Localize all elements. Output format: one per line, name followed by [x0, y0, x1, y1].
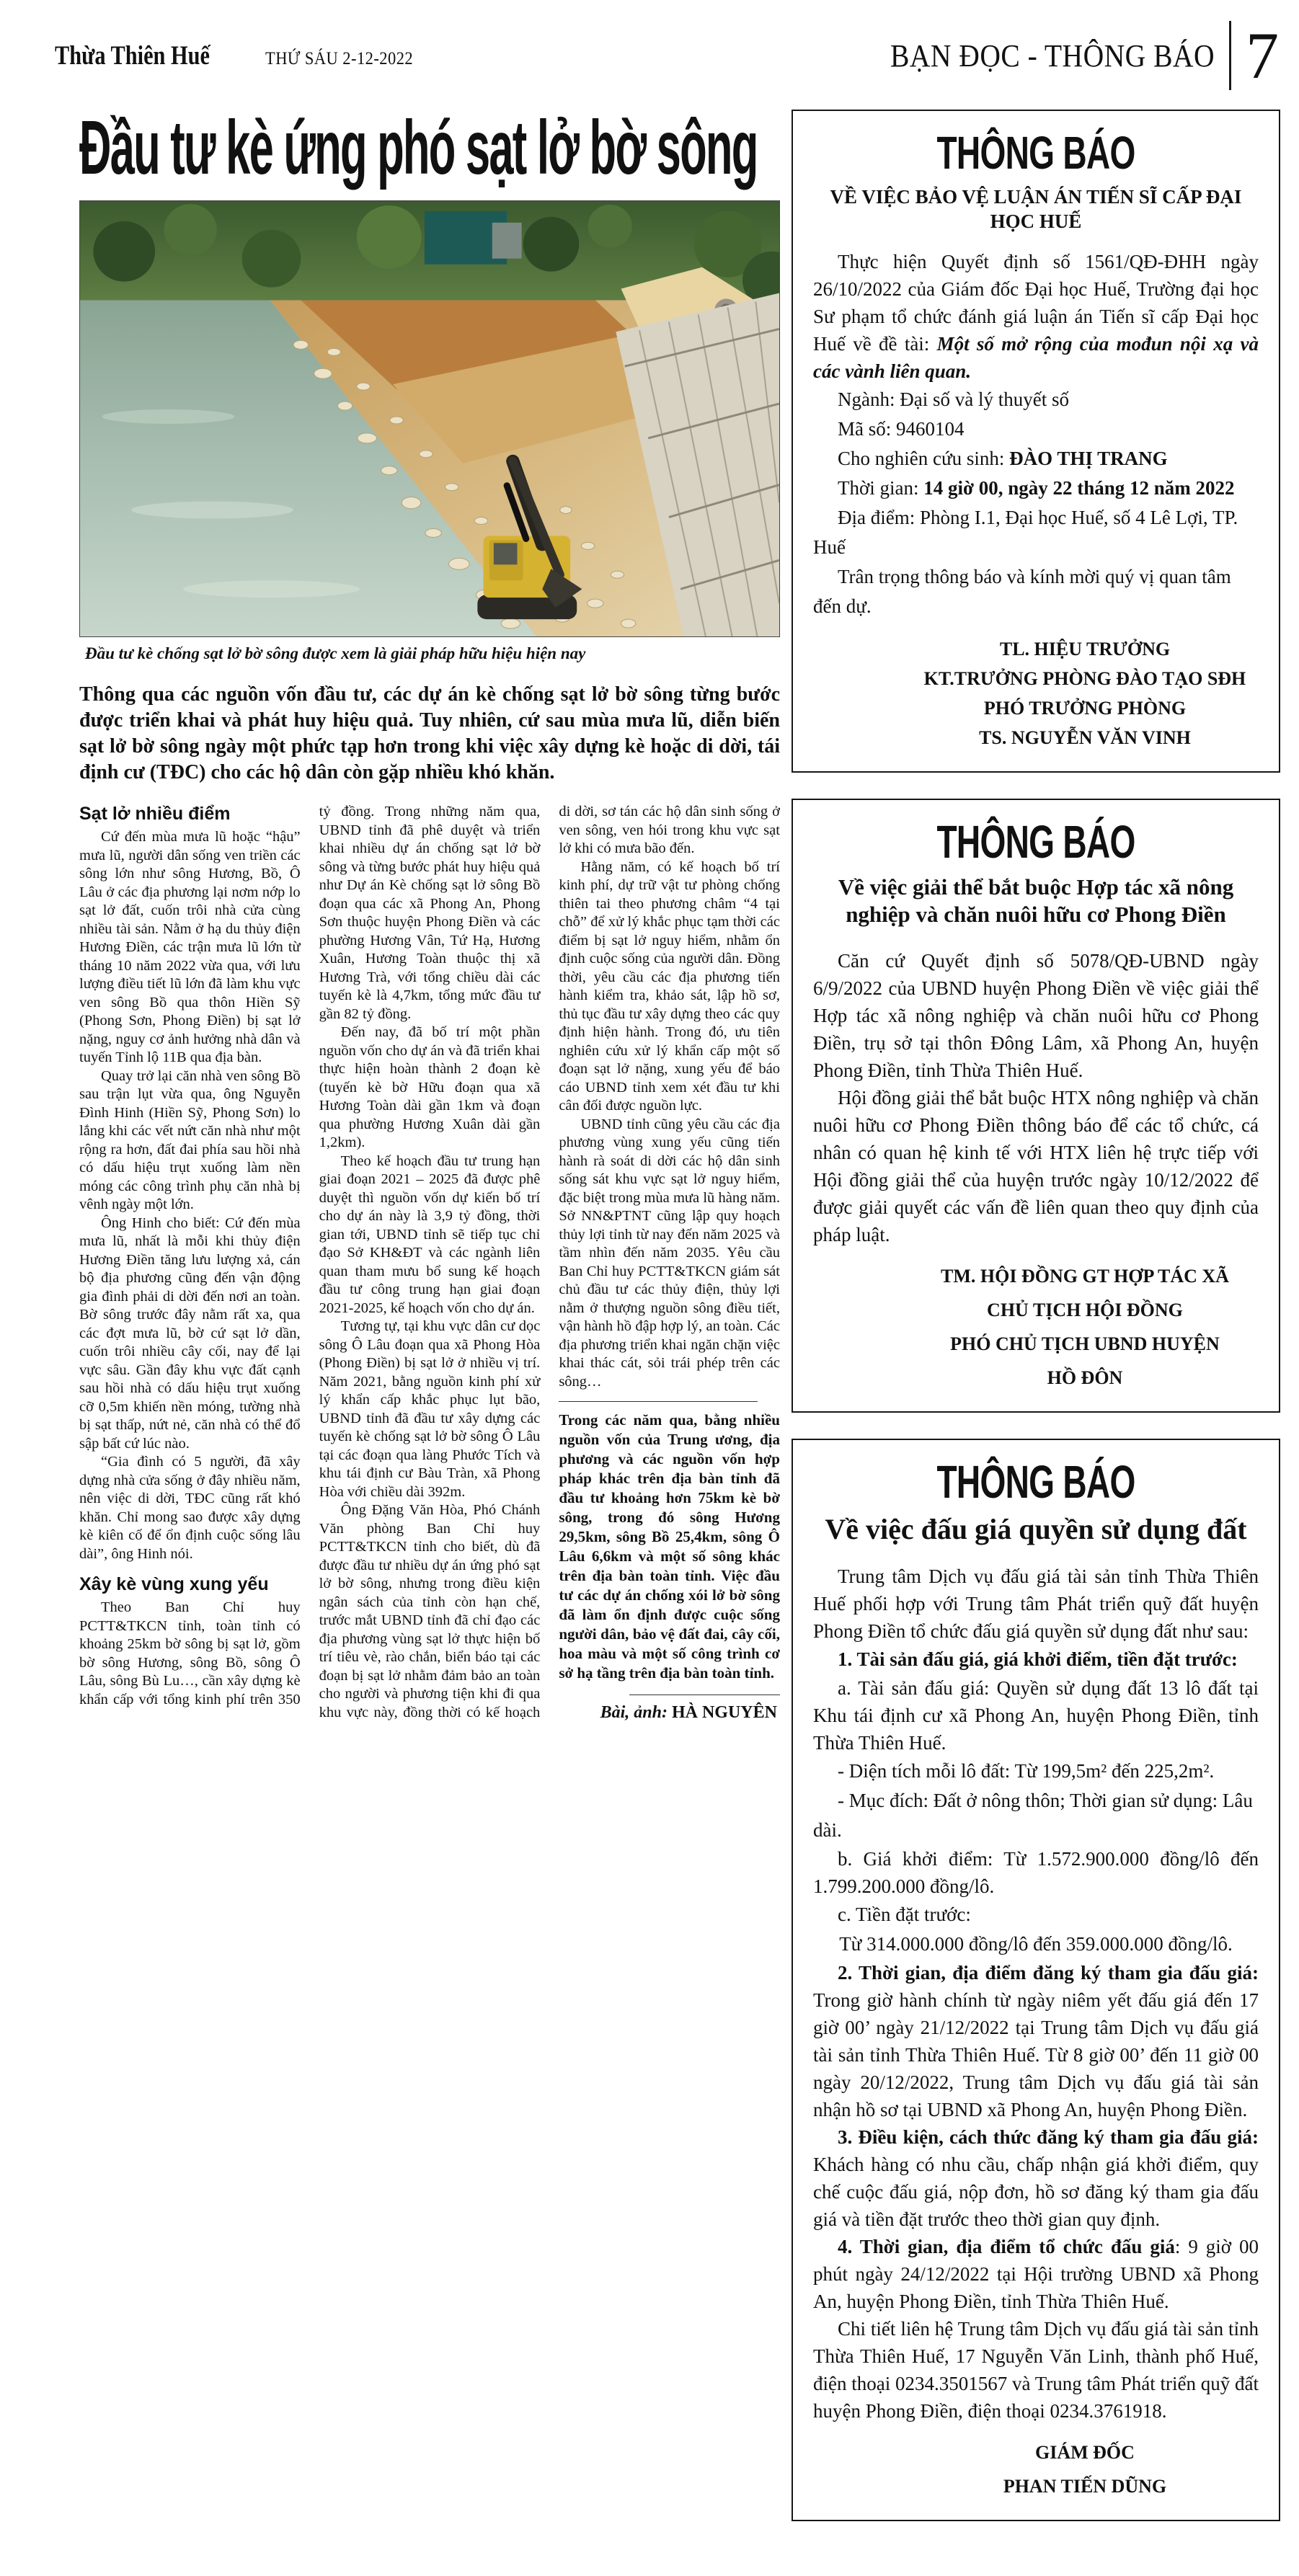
- notice-paragraph: 3. Điều kiện, cách thức đăng ký tham gia đấu giá: Khách hàng có nhu cầu, chấp nhận giá khởi điểm, quy chế cuộc đấu giá, nộp đơn, hồ sơ đăng ký tham gia đấu giá và tiền đặt trước theo thời gian quy định.: [813, 2126, 1259, 2230]
- article-paragraph: Cứ đến mùa mưa lũ hoặc “hậu” mưa lũ, người dân sống ven triền các sông lớn như sông Hương, Bồ, Ô Lâu ở các địa phương lại nơm nớp lo sạt lở đất, cuốn trôi nhà cửa cùng nhiều tài sản. Nằm ở hạ du thủy điện Hương Điền, các trận mưa lũ lớn từ tháng 10 năm 2022 vừa qua, với lưu lượng điều tiết lũ lớn đã làm khu vực ven sông Bồ qua thôn Hiền Sỹ (Phong Sơn, Phong Điền) bị sạt lở nặng, nguy cơ ảnh hưởng nhà dân và tuyến Tỉnh lộ 11B qua địa bàn.: [79, 829, 301, 1065]
- riverbank-photo-illustration: [80, 201, 779, 636]
- signature-block: TL. HIỆU TRƯỞNG KT.TRƯỞNG PHÒNG ĐÀO TẠO SĐH PHÓ TRƯỞNG PHÒNG TS. NGUYỄN VĂN VINH: [923, 639, 1246, 748]
- byline: [559, 1704, 780, 1723]
- article-paragraph: Hằng năm, có kế hoạch bố trí kinh phí, dự trữ vật tư phòng chống thiên tai theo phương châm “4 tại chỗ” để xử lý khắc phục tạm thời các điểm bị sạt lở nguy hiểm, nhằm ổn định cuộc sống của người dân. Đồng thời, yêu cầu các địa phương tiến hành kiểm tra, khảo sát, lập hồ sơ, thủ tục đầu tư xây dựng theo các quy định hiện hành. Trong đó, ưu tiên nghiên cứu xử lý khẩn cấp một số đoạn sạt lở nặng, xung yếu để báo cáo UBND tỉnh xem xét đầu tư khi cân đối được nguồn lực.: [559, 858, 780, 1114]
- notice-line: c. Tiền đặt trước:: [838, 1904, 971, 1925]
- header-divider: [1229, 21, 1231, 90]
- notice-subtitle: Về việc giải thể bắt buộc Hợp tác xã nông nghiệp và chăn nuôi hữu cơ Phong Điền: [838, 874, 1234, 927]
- notice-line: Trân trọng thông báo và kính mời quý vị quan tâm đến dự.: [813, 566, 1231, 617]
- notices-column: [792, 95, 1280, 2547]
- notice-subtitle: VỀ VIỆC BẢO VỆ LUẬN ÁN TIẾN SĨ CẤP ĐẠI HỌC HUẾ: [830, 186, 1242, 232]
- masthead-logo: Thừa Thiên Huế: [55, 40, 210, 71]
- note-divider: [559, 1401, 758, 1402]
- defense-time: 14 giờ 00, ngày 22 tháng 12 năm 2022: [923, 477, 1235, 499]
- article-paragraph: Quay trở lại căn nhà ven sông Bồ sau trận lụt vừa qua, ông Nguyễn Đình Hinh (Hiền Sỹ, Phong Sơn) lo lắng khi các vết nứt căn nhà như một rộng ra hơn, đất đai phía sau hồi nhà có dấu hiệu trụt xuống làm nền móng các công trình phụ căn nhà bị vênh ngày một lớn.: [79, 1067, 301, 1212]
- subhead-xay-ke: Xây kè vùng xung yếu: [79, 1574, 269, 1594]
- page-date: THỨ SÁU 2-12-2022: [265, 48, 414, 68]
- candidate-name: ĐÀO THỊ TRANG: [1009, 448, 1168, 469]
- article-paragraph: Theo Ban Chỉ huy PCTT&TKCN tỉnh, toàn tỉnh có khoảng 25km bờ sông bị sạt lở, gồm bờ sông Hương, sông Bồ, sông Ô Lâu, sông Bù Lu…, cần xây dựng kè khẩn cấp với tổng kinh phí trên 350 tỷ đồng. Trong những năm qua, UBND tỉnh đã phê duyệt và triển khai nhiều dự án chống sạt lở bờ sông và từng bước phát huy hiệu quả như Dự án Kè chống sạt lở sông Bồ đoạn qua các xã Phong An, Phong Sơn thuộc huyện Phong Điền và các phường Hương Vân, Tứ Hạ, Hương Xuân, Hương Toàn thuộc thị xã Hương Trà, với tổng chiều dài các tuyến kè là 4,7km, tổng mức đầu tư gần 82 tỷ đồng.: [79, 804, 541, 1707]
- notice-line: Mã số: 9460104: [838, 418, 965, 440]
- article-paragraph: Đến nay, đã bố trí một phần nguồn vốn cho dự án và đã triển khai thực hiện hoàn thành 2 đoạn kè (tuyến kè bờ Hữu đoạn qua xã Hương Toàn dài gần 1km và đoạn qua phường Hương Xuân dài gần 1,2km).: [319, 1024, 541, 1150]
- article-lead: Thông qua các nguồn vốn đầu tư, các dự án kè chống sạt lở bờ sông từng bước được triển khai và phát huy hiệu quả. Tuy nhiên, cứ sau mùa mưa lũ, diễn biến sạt lở bờ sông ngày một phức tạp hơn trong khi việc xây dựng kè hoặc di dời, tái định cư (TĐC) cho các hộ dân còn gặp nhiều khó khăn.: [79, 683, 780, 783]
- signature-block: TM. HỘI ĐỒNG GT HỢP TÁC XÃ CHỦ TỊCH HỘI ĐỒNG PHÓ CHỦ TỊCH UBND HUYỆN HỒ ĐÔN: [941, 1266, 1229, 1388]
- article-paragraph: Ông Đặng Văn Hòa, Phó Chánh Văn phòng Ban Chỉ huy PCTT&TKCN tỉnh cho biết, dù đã được đầu tư nhiều dự án ứng phó sạt lở bờ sông, nhưng trong điều kiện ngân sách của tỉnh còn hạn chế, trước mắt UBND tỉnh đã chỉ đạo các địa phương vùng sạt lở thực hiện bố trí tiêu vè, rào chắn, biển báo tại các đoạn bị sạt lở nhằm đảm bảo an toàn cho người và phương tiện khi đi qua khu vực này, đồng thời có kế hoạch di dời, sơ tán các hộ dân sinh sống ở ven sông, ven hói trong khu vực sạt lở khi có mưa bão đến.: [319, 804, 780, 1720]
- article-paragraph: Ông Hinh cho biết: Cứ đến mùa mưa lũ, nhất là mỗi khi thủy điện Hương Điền tăng lưu lượng xả, cán bộ địa phương cũng đến vận động gia đình phải di dời đến nơi an toàn. Bờ sông trước đây nằm rất xa, qua các đợt mưa lũ, bờ cứ sạt lở dần, cuốn trôi nhiều cây cối, nay để lại vực sâu. Gần đây khu vực đất cạnh sau hồi nhà có dấu hiệu trụt xuống cỡ 0,5m khiến nền móng, tường nhà bị sạt thấp, nứt nẻ, căn nhà có thể đổ sập bất cứ lúc nào.: [79, 1214, 301, 1452]
- article-paragraph: “Gia đình có 5 người, đã xây dựng nhà cửa sống ở đây nhiều năm, nên việc di dời, TĐC cũng rất khó khăn. Chỉ mong sao được xây dựng kè kiên cố để ổn định cuộc sống lâu dài”, ông Hinh nói.: [79, 1454, 301, 1562]
- deposit-range: Từ 314.000.000 đồng/lô đến 359.000.000 đồng/lô.: [839, 1933, 1233, 1955]
- notice-paragraph: a. Tài sản đấu giá: Quyền sử dụng đất 13 lô đất tại Khu tái định cư xã Phong An, huyện Phong Điền, tỉnh Thừa Thiên Huế.: [813, 1677, 1259, 1754]
- article-paragraph: Theo kế hoạch đầu tư trung hạn giai đoạn 2021 – 2025 đã được phê duyệt thì nguồn vốn dự kiến bố trí cho dự án này là 3,9 tỷ đồng, thời gian tới, UBND tỉnh sẽ tiếp tục chỉ đạo Sở KH&ĐT và các ngành liên quan tham mưu bổ sung kế hoạch đầu tư công trung hạn giai đoạn 2021-2025, kế hoạch vốn cho dự án.: [319, 1152, 541, 1316]
- byline-name: HÀ NGUYÊN: [671, 1703, 777, 1722]
- section-group: [854, 21, 1279, 90]
- notice-paragraph: b. Giá khởi điểm: Từ 1.572.900.000 đồng/lô đến 1.799.200.000 đồng/lô.: [813, 1848, 1259, 1897]
- page-content: [0, 95, 1299, 2576]
- photo-caption: Đầu tư kè chống sạt lở bờ sông được xem là giải pháp hữu hiệu hiện nay: [85, 644, 586, 662]
- auction-section-head: 1. Tài sản đấu giá, giá khởi điểm, tiền đặt trước:: [838, 1648, 1238, 1670]
- contact-info: Chi tiết liên hệ Trung tâm Dịch vụ đấu giá tài sản tỉnh Thừa Thiên Huế, 17 Nguyễn Văn Linh, thành phố Huế, điện thoại 0234.3501567 và Trung tâm Phát triển quỹ đất huyện Phong Điền, điện thoại 0234.3761918.: [813, 2318, 1259, 2422]
- notice-subtitle: Về việc đấu giá quyền sử dụng đất: [825, 1513, 1247, 1545]
- notice-line: Cho nghiên cứu sinh: ĐÀO THỊ TRANG: [838, 448, 1168, 469]
- notice-paragraph: Căn cứ Quyết định số 5078/QĐ-UBND ngày 6/9/2022 của UBND huyện Phong Điền về việc giải thể Hợp tác xã nông nghiệp và chăn nuôi hữu cơ Phong Điền, trụ sở tại thôn Đông Lâm, xã Phong An, huyện Phong Điền, tỉnh Thừa Thiên Huế.: [813, 950, 1259, 1081]
- article: [79, 95, 780, 1777]
- section-title: BẠN ĐỌC - THÔNG BÁO: [890, 37, 1215, 74]
- article-body: [79, 803, 780, 1777]
- notice-line: Thời gian: 14 giờ 00, ngày 22 tháng 12 năm 2022: [838, 477, 1235, 499]
- notice-title: THÔNG BÁO: [936, 127, 1135, 179]
- notice-paragraph: Hội đồng giải thể bắt buộc HTX nông nghiệp và chăn nuôi hữu cơ Phong Điền thông báo để các tổ chức, cá nhân có quan hệ kinh tế với HTX liên hệ trực tiếp với Hội đồng giải thể của huyện trước ngày 10/12/2022 để được giải quyết các vấn đề liên quan theo quy định của pháp luật.: [813, 1087, 1259, 1245]
- notice-line: Địa điểm: Phòng I.1, Đại học Huế, số 4 Lê Lợi, TP. Huế: [813, 507, 1238, 558]
- notice-paragraph: Trung tâm Dịch vụ đấu giá tài sản tỉnh Thừa Thiên Huế phối hợp với Trung tâm Phát triển quỹ đất huyện Phong Điền tổ chức đấu giá quyền sử dụng đất như sau:: [813, 1565, 1259, 1642]
- page-number: 7: [1246, 19, 1279, 92]
- byline-label: Bài, ảnh:: [600, 1703, 668, 1722]
- notice-line: - Diện tích mỗi lô đất: Từ 199,5m² đến 225,2m².: [838, 1760, 1215, 1782]
- subhead-sat-lo: Sạt lở nhiều điểm: [79, 804, 231, 824]
- notice-title: THÔNG BÁO: [936, 816, 1135, 868]
- notice-paragraph: 2. Thời gian, địa điểm đăng ký tham gia đấu giá: Trong giờ hành chính từ ngày niêm yết đấu giá đến 17 giờ 00’ ngày 21/12/2022 tại Trung tâm Dịch vụ đấu giá tài sản tỉnh Thừa Thiên Huế. Từ 8 giờ 00’ đến 11 giờ 00 ngày 20/12/2022, Trung tâm Dịch vụ đấu giá tài sản nhận hồ sơ tại UBND xã Phong An, huyện Phong Điền.: [813, 1962, 1259, 2120]
- notice-line: - Mục đích: Đất ở nông thôn; Thời gian sử dụng: Lâu dài.: [813, 1790, 1253, 1841]
- notice-phd-defense: [792, 110, 1280, 773]
- signature-block: GIÁM ĐỐC PHAN TIẾN DŨNG: [1003, 2442, 1167, 2497]
- notice-paragraph: Thực hiện Quyết định số 1561/QĐ-ĐHH ngày 26/10/2022 của Giám đốc Đại học Huế, Trường đại học Sư phạm tổ chức đánh giá luận án Tiến sĩ cấp Đại học Huế về đề tài: Một số mở rộng của mođun nội xạ và các vành liên quan.: [813, 251, 1259, 382]
- notice-title: THÔNG BÁO: [936, 1456, 1135, 1508]
- page-header: [0, 0, 1299, 95]
- article-headline: Đầu tư kè ứng phó sạt lở bờ sông: [79, 105, 758, 190]
- notice-htx-dissolution: [792, 799, 1280, 1413]
- masthead-group: [55, 40, 430, 71]
- thesis-topic: Một số mở rộng của mođun nội xạ và các vành liên quan.: [813, 333, 1259, 382]
- notice-paragraph: 4. Thời gian, địa điểm tổ chức đấu giá: 9 giờ 00 phút ngày 24/12/2022 tại Hội trường UBND xã Phong An, huyện Phong Điền, tỉnh Thừa Thiên Huế.: [813, 2236, 1259, 2312]
- article-photo: [79, 200, 780, 637]
- article-note: Trong các năm qua, bằng nhiều nguồn vốn của Trung ương, địa phương và các nguồn vốn hợp pháp khác trên địa bàn tỉnh đã đầu tư khoảng hơn 75km kè bờ sông, trong đó sông Hương 29,5km, sông Bồ 25,4km, sông Ô Lâu 6,6km và một số sông khác trên địa bàn toàn tỉnh. Việc đầu tư các dự án chống xói lở bờ sông đã làm ổn định được cuộc sống người dân, bảo vệ đất đai, cây cối, hoa màu và một số công trình cơ sở hạ tầng trên địa bàn toàn tỉnh.: [559, 1411, 780, 1682]
- notice-land-auction: [792, 1439, 1280, 2521]
- article-paragraph: UBND tỉnh cũng yêu cầu các địa phương vùng xung yếu cũng tiến hành rà soát di dời các hộ dân sinh sống sát khu vực sạt lở nguy hiểm, đặc biệt trong mùa mưa lũ hàng năm. Sở NN&PTNT cũng lập quy hoạch thủy lợi tỉnh từ nay đến năm 2025 và tầm nhìn đến năm 2035. Yêu cầu Ban Chỉ huy PCTT&TKCN giám sát chủ đầu tư các thủy điện, thủy lợi nằm ở thượng nguồn sông điều tiết, vận hành hồ đập hợp lý, an toàn. Các địa phương triển khai ngăn chặn việc khai thác cát, sỏi trái phép trên các sông…: [559, 1116, 780, 1390]
- notice-line: Ngành: Đại số và lý thuyết số: [838, 388, 1069, 410]
- article-paragraph: Tương tự, tại khu vực dân cư dọc sông Ô Lâu đoạn qua xã Phong Hòa (Phong Điền) bị sạt lở ở nhiều vị trí. Năm 2021, bằng nguồn kinh phí xử lý khẩn cấp khắc phục lụt bão, UBND tỉnh đã đầu tư xây dựng các tuyến kè chống sạt lở bờ sông Ô Lâu tại các đoạn qua làng Phước Tích và khu tái định cư Bàu Tràn, xã Phong Hòa với chiều dài 392m.: [319, 1318, 541, 1500]
